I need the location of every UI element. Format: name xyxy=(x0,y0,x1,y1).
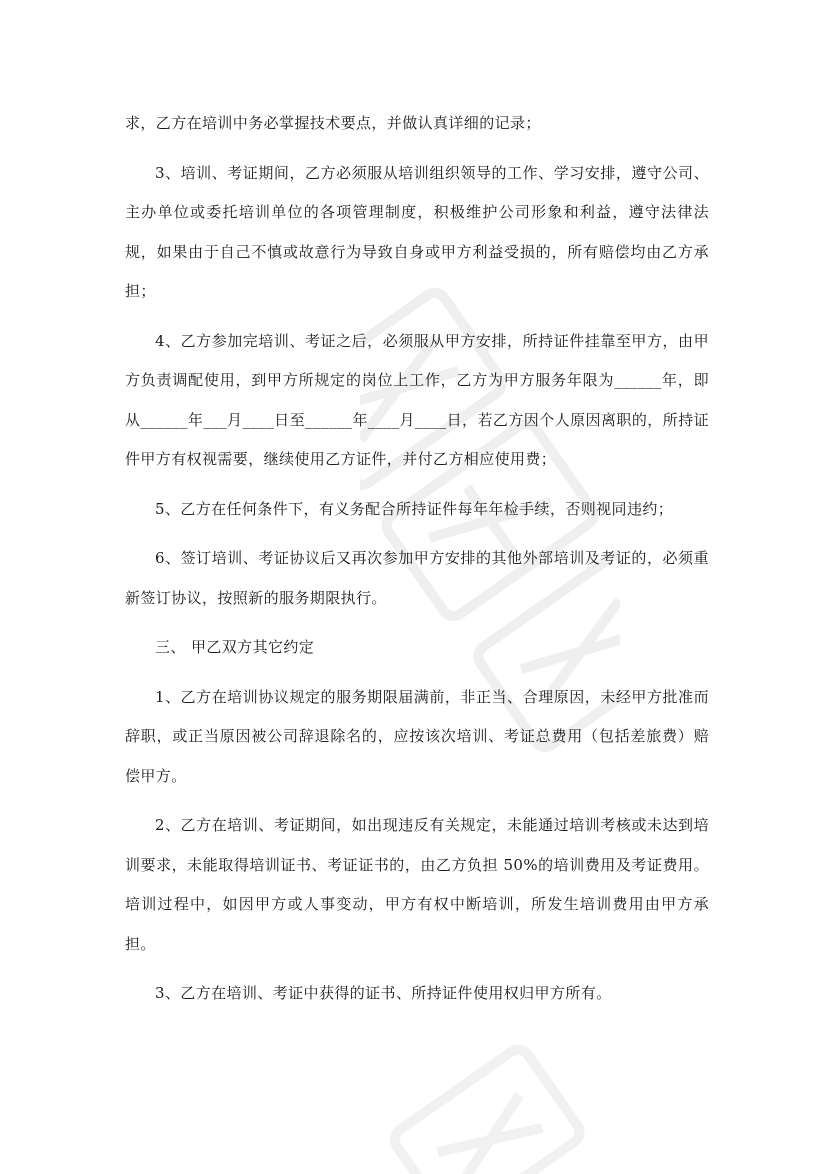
document-body xyxy=(125,104,709,1024)
paragraph-clause-4: 4、乙方参加完培训、考证之后，必须服从甲方安排，所持证件挂靠至甲方，由甲方负责调配使用，到甲方所规定的岗位上工作，乙方为甲方服务年限为______年，即从______年___月____日至______年____月____日，若乙方因个人原因离职的，所持证件甲方有权视需要，继续使用乙方证件，并付乙方相应使用费； xyxy=(125,331,709,468)
paragraph-continuation: 求，乙方在培训中务必掌握技术要点，并做认真详细的记录； xyxy=(125,114,541,132)
paragraph-agreement-3: 3、乙方在培训、考证中获得的证书、所持证件使用权归甲方所有。 xyxy=(155,984,612,1002)
paragraph-clause-5: 5、乙方在任何条件下，有义务配合所持证件每年年检手续，否则视同违约； xyxy=(155,499,674,518)
paragraph-clause-3: 3、培训、考证期间，乙方必须服从培训组织领导的工作、学习安排，遵守公司、主办单位或委托培训单位的各项管理制度，积极维护公司形象和利益，遵守法律法规，如果由于自己不慎或故意行为导致自身或甲方利益受损的，所有赔偿均由乙方承担； xyxy=(125,163,709,300)
paragraph-agreement-2: 2、乙方在培训、考证期间，如出现违反有关规定，未能通过培训考核或未达到培训要求，未能取得培训证书、考证证书的，由乙方负担 50%的培训费用及考证费用。培训过程中，如因甲方或人事变动，甲方有权中断培训，所发生培训费用由甲方承担。 xyxy=(125,816,709,953)
paragraph-agreement-1: 1、乙方在培训协议规定的服务期限届满前，非正当、合理原因，未经甲方批准而辞职，或正当原因被公司辞退除名的，应按该次培训、考证总费用（包括差旅费）赔偿甲方。 xyxy=(125,687,709,785)
section-heading-other-agreements: 三、 甲乙双方其它约定 xyxy=(155,638,315,656)
paragraph-clause-6: 6、签订培训、考证协议后又再次参加甲方安排的其他外部培训及考证的，必须重新签订协议，按照新的服务期限执行。 xyxy=(125,549,709,607)
watermark-graphic-bottom xyxy=(380,1040,600,1174)
